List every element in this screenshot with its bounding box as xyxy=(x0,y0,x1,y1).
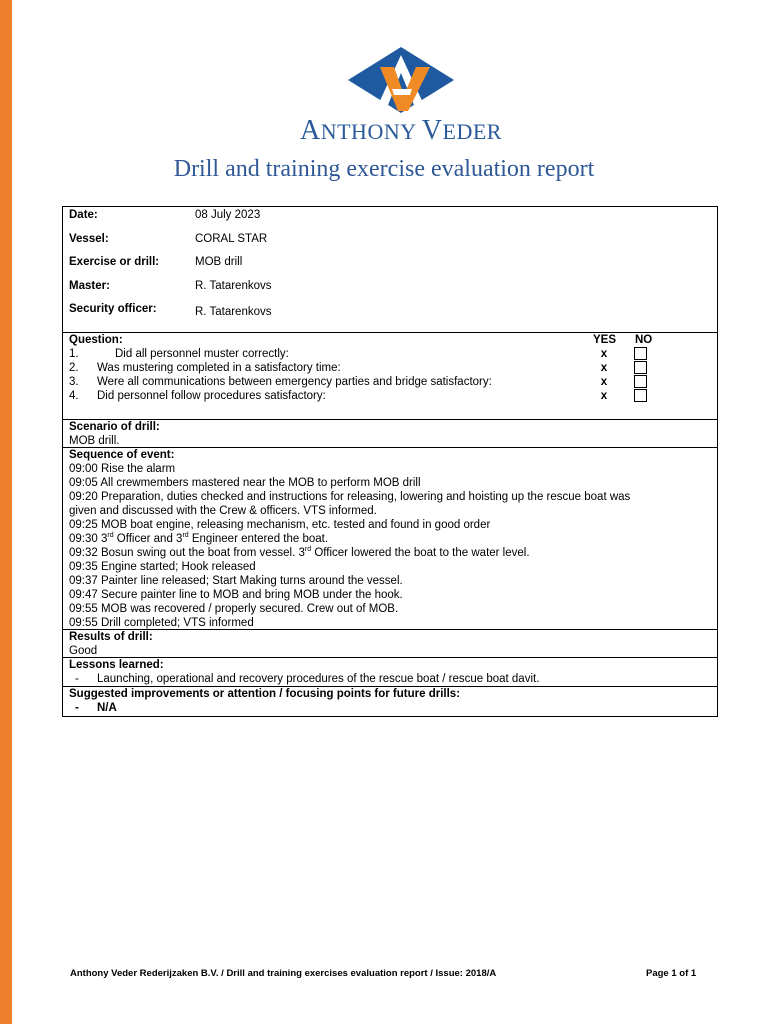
sequence-line: 09:05 All crewmembers mastered near the MOB to perform MOB drill xyxy=(69,477,421,489)
no-checkbox[interactable] xyxy=(634,361,647,374)
question-heading: Question: xyxy=(69,334,123,346)
lessons-dash: - xyxy=(75,673,79,685)
improvements-dash: - xyxy=(75,702,79,714)
yes-mark: x xyxy=(600,348,608,360)
report-title: Drill and training exercise evaluation report xyxy=(173,156,595,182)
question-number: 4. xyxy=(69,390,79,402)
question-row xyxy=(69,389,711,403)
company-logo xyxy=(300,45,502,145)
vessel-value: CORAL STAR xyxy=(195,232,268,245)
footer-page-number: Page 1 of 1 xyxy=(646,968,697,979)
question-text: Did personnel follow procedures satisfactory: xyxy=(97,390,326,402)
side-accent-bar xyxy=(0,0,12,1024)
report-table xyxy=(62,206,718,717)
master-value: R. Tatarenkovs xyxy=(195,279,272,292)
question-text: Was mustering completed in a satisfactory time: xyxy=(97,362,341,374)
sequence-line: 09:20 Preparation, duties checked and instructions for releasing, lowering and hoisting up the rescue boat was xyxy=(69,491,631,503)
sequence-line: given and discussed with the Crew & officers. VTS informed. xyxy=(69,505,377,517)
sequence-line: 09:37 Painter line released; Start Making turns around the vessel. xyxy=(69,575,403,587)
question-row xyxy=(69,361,711,375)
question-number: 1. xyxy=(69,348,79,360)
yes-mark: x xyxy=(600,390,608,402)
header-row-security-officer xyxy=(69,301,711,325)
no-column-label: NO xyxy=(635,334,653,346)
date-label: Date: xyxy=(69,209,98,221)
lessons-item xyxy=(69,672,711,686)
improvements-heading: Suggested improvements or attention / focusing points for future drills: xyxy=(69,688,461,700)
scenario-text: MOB drill. xyxy=(69,435,120,447)
lessons-text: Launching, operational and recovery procedures of the rescue boat / rescue boat davit. xyxy=(97,673,540,685)
header-row-date xyxy=(69,207,711,231)
master-label: Master: xyxy=(69,279,110,292)
results-heading: Results of drill: xyxy=(69,631,153,643)
yes-column-label: YES xyxy=(593,334,617,346)
header-section xyxy=(63,207,717,333)
question-row xyxy=(69,375,711,389)
results-text: Good xyxy=(69,645,98,657)
improvements-text: N/A xyxy=(97,702,117,714)
exercise-value: MOB drill xyxy=(195,256,243,268)
sequence-line: 09:32 Bosun swing out the boat from vessel. 3rd Officer lowered the boat to the water level. xyxy=(69,546,530,559)
scenario-section xyxy=(63,420,717,448)
header-row-exercise xyxy=(69,254,711,278)
question-text: Were all communications between emergency parties and bridge satisfactory: xyxy=(97,376,492,388)
questions-section xyxy=(63,333,717,420)
no-checkbox[interactable] xyxy=(634,389,647,402)
yes-mark: x xyxy=(600,362,608,374)
no-checkbox[interactable] xyxy=(634,347,647,360)
lessons-section xyxy=(63,658,717,687)
exercise-label: Exercise or drill: xyxy=(69,256,160,268)
header-row-vessel xyxy=(69,231,711,255)
header-row-master xyxy=(69,278,711,302)
question-number: 3. xyxy=(69,376,79,388)
questions-header-row xyxy=(69,333,711,347)
sequence-line: 09:00 Rise the alarm xyxy=(69,463,176,475)
no-checkbox[interactable] xyxy=(634,375,647,388)
vessel-label: Vessel: xyxy=(69,232,109,245)
sequence-line: 09:25 MOB boat engine, releasing mechanism, etc. tested and found in good order xyxy=(69,519,491,531)
improvements-item xyxy=(69,701,711,715)
question-number: 2. xyxy=(69,362,79,374)
sequence-line: 09:47 Secure painter line to MOB and bring MOB under the hook. xyxy=(69,589,403,601)
sequence-line: 09:30 3rd Officer and 3rd Engineer entered the boat. xyxy=(69,532,329,545)
sequence-line: 09:55 Drill completed; VTS informed xyxy=(69,617,254,629)
sequence-section xyxy=(63,448,717,630)
improvements-section xyxy=(63,687,717,716)
scenario-heading: Scenario of drill: xyxy=(69,421,160,433)
lessons-heading: Lessons learned: xyxy=(69,659,164,671)
results-section xyxy=(63,630,717,658)
date-value: 08 July 2023 xyxy=(195,209,261,221)
question-text: Did all personnel muster correctly: xyxy=(115,348,289,360)
footer-left-text: Anthony Veder Rederijzaken B.V. / Drill and training exercises evaluation report / Issue: 2018/A xyxy=(70,968,497,979)
question-row xyxy=(69,347,711,361)
brand-name: ANTHONY VEDER xyxy=(300,115,502,146)
logo-diamond-icon xyxy=(346,45,456,115)
sequence-heading: Sequence of event: xyxy=(69,449,175,461)
sequence-line: 09:35 Engine started; Hook released xyxy=(69,561,256,573)
security-officer-label: Security officer: xyxy=(69,303,157,315)
security-officer-value: R. Tatarenkovs xyxy=(195,306,272,318)
sequence-line: 09:55 MOB was recovered / properly secured. Crew out of MOB. xyxy=(69,603,399,615)
yes-mark: x xyxy=(600,376,608,388)
